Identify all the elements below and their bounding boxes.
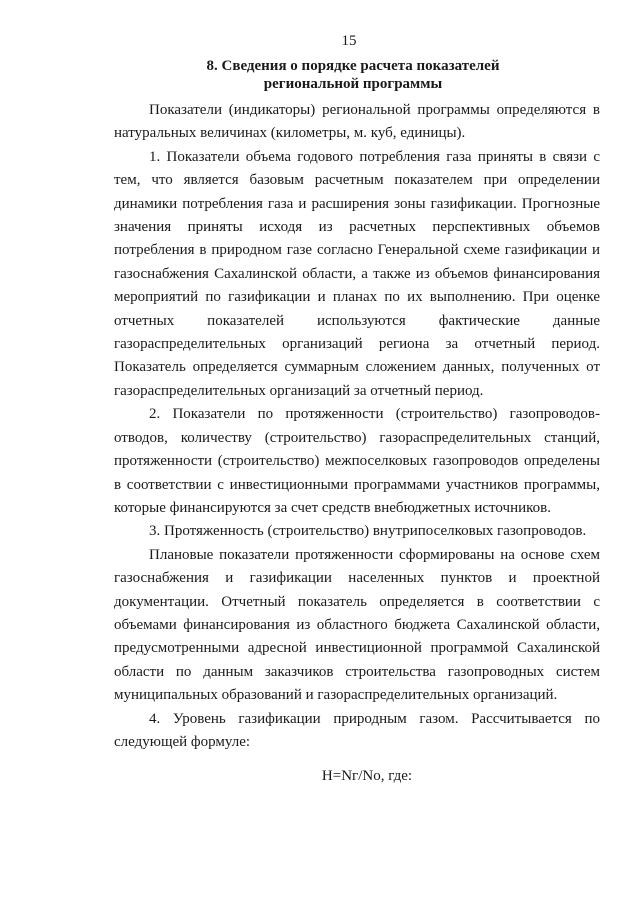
paragraph-intro: Показатели (индикаторы) региональной программы определяются в натуральных величинах (километры, м. куб, единицы). xyxy=(114,102,600,142)
section-heading xyxy=(160,57,546,93)
section-heading-line-1: 8. Сведения о порядке расчета показателей xyxy=(206,58,500,74)
formula: Н=Nг/Nо, где: xyxy=(321,768,413,785)
section-heading-line-2: региональной программы xyxy=(263,76,443,92)
paragraph-item-3-detail: Плановые показатели протяженности сформированы на основе схем газоснабжения и газификации населенных пунктов и проектной документации. Отчетный показатель определяется в соответствии с объемами финансирования из областного бюджета Сахалинской области, предусмотренными адресной инвестиционной программой Сахалинской области по данным заказчиков строительства газопроводных систем муниципальных образований и газораспределительных организаций. xyxy=(114,546,600,704)
paragraph-item-3: 3. Протяженность (строительство) внутрипоселковых газопроводов. xyxy=(149,523,587,540)
paragraph-item-4: 4. Уровень газификации природным газом. Рассчитывается по следующей формуле: xyxy=(114,710,600,750)
document-body xyxy=(114,99,600,789)
page-number: 15 xyxy=(341,33,357,49)
paragraph-item-1: 1. Показатели объема годового потребления газа приняты в связи с тем, что является базовым расчетным показателем при определении динамики потребления газа и расширения зоны газификации. Прогнозные значения приняты исходя из расчетных перспективных объемов потребления в природном газе согласно Генеральной схеме газификации и газоснабжения Сахалинской области, а также из объемов финансирования мероприятий по газификации и планах по их выполнению. При оценке отчетных показателей используются фактические данные газораспределительных организаций региона за отчетный период. Показатель определяется суммарным сложением данных, полученных от газораспределительных организаций за отчетный период. xyxy=(114,148,600,399)
paragraph-item-2: 2. Показатели по протяженности (строительство) газопроводов-отводов, количеству (строительство) газораспределительных станций, протяженности (строительство) межпоселковых газопроводов определены в соответствии с инвестиционными программами участников программы, которые финансируются за счет средств внебюджетных источников. xyxy=(114,406,600,516)
